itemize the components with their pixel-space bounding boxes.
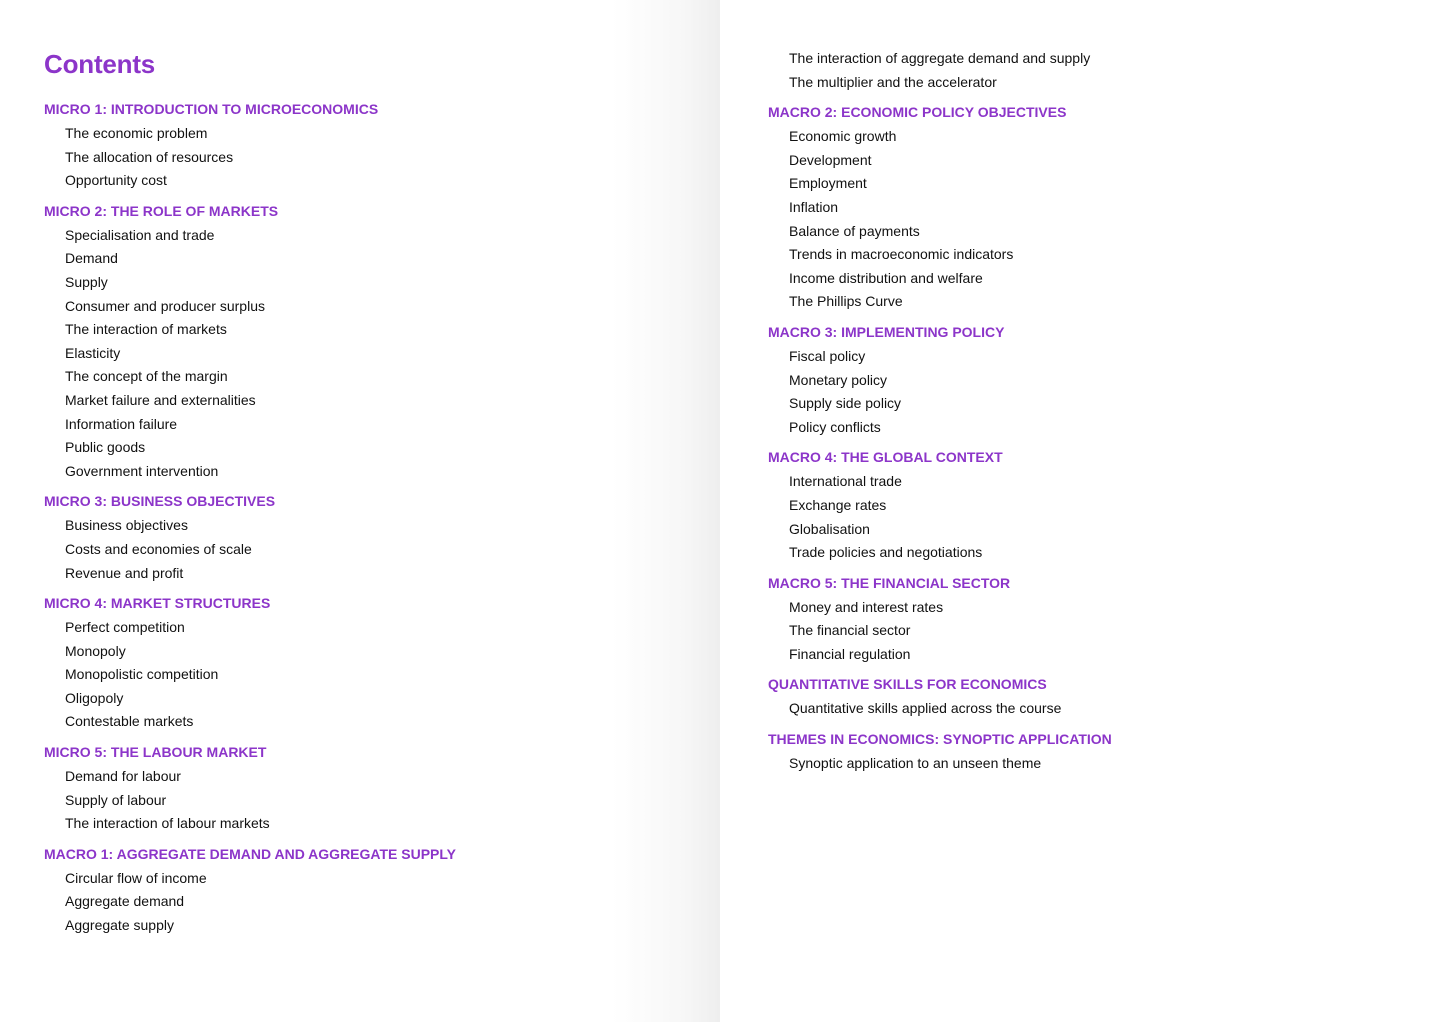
toc-topic-item[interactable]: Elasticity bbox=[65, 344, 121, 361]
toc-topic-item[interactable]: Specialisation and trade bbox=[65, 226, 215, 243]
toc-section bbox=[768, 676, 1112, 721]
topic-list bbox=[768, 470, 1112, 564]
toc-topic-item[interactable]: Demand bbox=[65, 250, 118, 267]
toc-topic-item[interactable]: Aggregate demand bbox=[65, 893, 185, 910]
toc-topic-item[interactable]: Circular flow of income bbox=[65, 869, 207, 886]
toc-topic-item[interactable]: Information failure bbox=[65, 415, 178, 432]
toc-topic-item[interactable]: Financial regulation bbox=[789, 645, 911, 662]
toc-topic-item[interactable]: Supply of labour bbox=[65, 791, 167, 808]
toc-topic-item[interactable]: The financial sector bbox=[789, 622, 911, 639]
toc-topic-item[interactable]: The interaction of markets bbox=[65, 321, 227, 338]
toc-section bbox=[44, 493, 456, 585]
toc-topic-item[interactable]: International trade bbox=[789, 473, 902, 490]
topic-list bbox=[44, 765, 456, 836]
toc-topic-item[interactable]: The allocation of resources bbox=[65, 148, 234, 165]
toc-topic-item[interactable]: Quantitative skills applied across the course bbox=[789, 700, 1062, 717]
toc-topic-item[interactable]: The Phillips Curve bbox=[789, 293, 903, 310]
toc-section bbox=[44, 846, 456, 938]
toc-topic-item[interactable]: The economic problem bbox=[65, 125, 208, 141]
toc-section bbox=[768, 449, 1112, 564]
toc-section bbox=[768, 324, 1112, 439]
toc-topic-item[interactable]: Money and interest rates bbox=[789, 598, 944, 615]
toc-topic-item[interactable]: Economic growth bbox=[789, 128, 897, 145]
topic-list bbox=[44, 616, 456, 734]
section-heading[interactable]: MACRO 2: ECONOMIC POLICY OBJECTIVES bbox=[768, 104, 1067, 121]
toc-topic-item[interactable]: The multiplier and the accelerator bbox=[789, 73, 997, 90]
toc-topic-item[interactable]: Opportunity cost bbox=[65, 172, 167, 189]
toc-left-column bbox=[44, 48, 456, 948]
toc-section bbox=[768, 731, 1112, 776]
toc-topic-item[interactable]: Revenue and profit bbox=[65, 564, 184, 581]
toc-section bbox=[768, 575, 1112, 667]
toc-right-sections bbox=[768, 104, 1112, 775]
toc-topic-item[interactable]: Public goods bbox=[65, 439, 146, 456]
toc-topic-item[interactable]: Fiscal policy bbox=[789, 347, 866, 364]
topic-list bbox=[768, 596, 1112, 667]
toc-topic-item[interactable]: Trends in macroeconomic indicators bbox=[789, 246, 1014, 263]
toc-topic-item[interactable]: Contestable markets bbox=[65, 713, 194, 730]
topic-list bbox=[44, 224, 456, 484]
toc-topic-item[interactable]: Inflation bbox=[789, 198, 839, 215]
section-heading[interactable]: MICRO 1: INTRODUCTION TO MICROECONOMICS bbox=[44, 101, 379, 117]
toc-topic-item[interactable]: Exchange rates bbox=[789, 496, 887, 513]
toc-topic-item[interactable]: Aggregate supply bbox=[65, 917, 174, 934]
section-heading[interactable]: THEMES IN ECONOMICS: SYNOPTIC APPLICATION bbox=[768, 731, 1112, 748]
toc-topic-item[interactable]: Income distribution and welfare bbox=[789, 269, 983, 286]
toc-topic-item[interactable]: Development bbox=[789, 151, 872, 168]
toc-topic-item[interactable]: Supply side policy bbox=[789, 395, 902, 412]
toc-topic-item[interactable]: The concept of the margin bbox=[65, 368, 228, 385]
section-heading[interactable]: MACRO 1: AGGREGATE DEMAND AND AGGREGATE SUPPLY bbox=[44, 845, 456, 862]
topic-list bbox=[44, 514, 456, 585]
right-page bbox=[720, 0, 1445, 1022]
section-heading[interactable]: MICRO 2: THE ROLE OF MARKETS bbox=[44, 202, 279, 219]
toc-topic-item[interactable]: Monopoly bbox=[65, 642, 126, 659]
toc-right-column bbox=[768, 47, 1112, 786]
section-heading[interactable]: QUANTITATIVE SKILLS FOR ECONOMICS bbox=[768, 676, 1047, 693]
toc-section bbox=[44, 595, 456, 734]
section-heading[interactable]: MICRO 3: BUSINESS OBJECTIVES bbox=[44, 493, 276, 510]
toc-topic-item[interactable]: Consumer and producer surplus bbox=[65, 297, 265, 314]
toc-topic-item[interactable]: Balance of payments bbox=[789, 222, 920, 239]
toc-topic-item[interactable]: The interaction of aggregate demand and supply bbox=[789, 50, 1091, 66]
toc-topic-item[interactable]: Market failure and externalities bbox=[65, 391, 256, 408]
toc-topic-item[interactable]: Perfect competition bbox=[65, 619, 185, 636]
toc-topic-item[interactable]: Demand for labour bbox=[65, 768, 181, 785]
section-heading[interactable]: MICRO 4: MARKET STRUCTURES bbox=[44, 595, 271, 612]
continued-topic-list bbox=[768, 47, 1112, 94]
toc-topic-item[interactable]: Globalisation bbox=[789, 520, 870, 537]
toc-section bbox=[44, 203, 456, 484]
topic-list bbox=[44, 867, 456, 938]
toc-topic-item[interactable]: Employment bbox=[789, 175, 867, 192]
toc-topic-item[interactable]: Monetary policy bbox=[789, 371, 888, 388]
topic-list bbox=[768, 752, 1112, 776]
toc-left-sections bbox=[44, 101, 456, 938]
toc-topic-item[interactable]: Synoptic application to an unseen theme bbox=[789, 755, 1042, 772]
left-page bbox=[0, 0, 720, 1022]
topic-list bbox=[768, 697, 1112, 721]
toc-topic-item[interactable]: Supply bbox=[65, 273, 108, 290]
toc-topic-item[interactable]: Policy conflicts bbox=[789, 418, 881, 435]
toc-section bbox=[768, 104, 1112, 314]
section-heading[interactable]: MICRO 5: THE LABOUR MARKET bbox=[44, 744, 267, 761]
toc-topic-item[interactable]: Business objectives bbox=[65, 517, 188, 534]
toc-section bbox=[44, 744, 456, 836]
toc-topic-item[interactable]: The interaction of labour markets bbox=[65, 815, 270, 832]
topic-list bbox=[768, 345, 1112, 439]
topic-list bbox=[768, 125, 1112, 314]
toc-topic-item[interactable]: Government intervention bbox=[65, 462, 219, 479]
toc-topic-item[interactable]: Costs and economies of scale bbox=[65, 540, 252, 557]
section-heading[interactable]: MACRO 3: IMPLEMENTING POLICY bbox=[768, 323, 1005, 340]
section-heading[interactable]: MACRO 5: THE FINANCIAL SECTOR bbox=[768, 574, 1011, 591]
toc-topic-item[interactable]: Monopolistic competition bbox=[65, 666, 219, 683]
toc-topic-item[interactable]: Trade policies and negotiations bbox=[789, 544, 983, 561]
toc-topic-item[interactable]: Oligopoly bbox=[65, 689, 124, 706]
toc-section bbox=[44, 101, 456, 193]
page-title: Contents bbox=[44, 49, 156, 79]
section-heading[interactable]: MACRO 4: THE GLOBAL CONTEXT bbox=[768, 449, 1003, 466]
topic-list bbox=[44, 122, 456, 193]
